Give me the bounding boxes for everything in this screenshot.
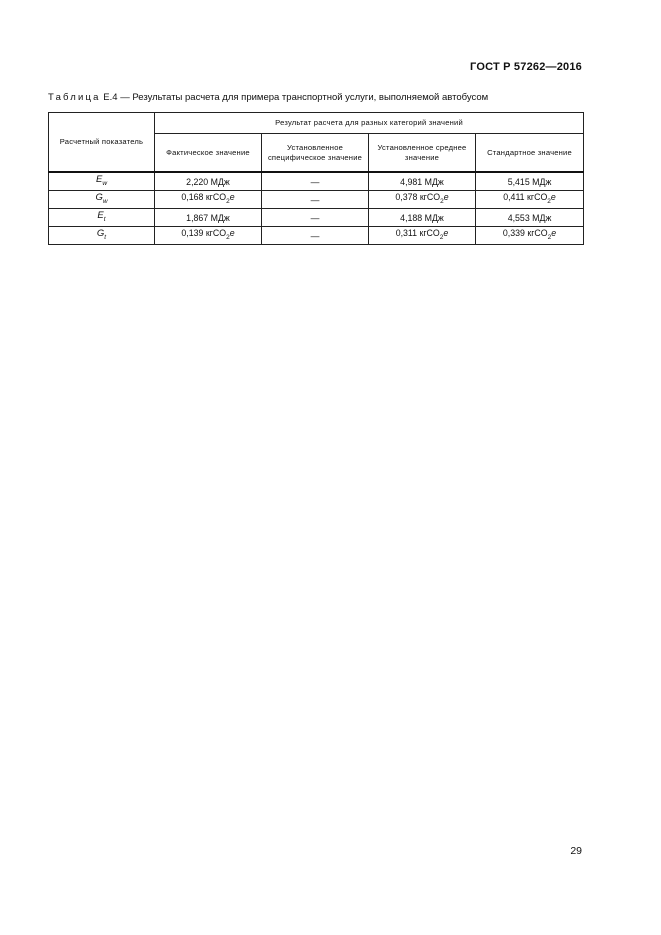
value-cell (476, 209, 584, 227)
unit-subscript: 2 (226, 233, 230, 241)
value-cell (262, 191, 369, 209)
cell-unit-group (205, 192, 235, 205)
cell-value: — (310, 176, 320, 187)
cell-value: 5,415 МДж (507, 176, 552, 187)
symbol-subscript: w (102, 179, 108, 187)
table-row (49, 209, 584, 227)
caption-word: Таблица (48, 92, 101, 103)
unit-subscript: 2 (547, 197, 551, 205)
unit-suffix: e (229, 192, 235, 203)
unit-suffix: e (550, 192, 556, 203)
cell-value: 4,553 МДж (507, 212, 552, 223)
cell-value: — (310, 194, 320, 205)
indicator-cell (49, 209, 155, 227)
cell-unit-group (527, 192, 556, 205)
symbol-base: E (97, 210, 104, 222)
group-header: Результат расчета для разных категорий значений (155, 113, 584, 134)
cell-value: 0,411 (503, 192, 528, 203)
cell-unit: кгCO (205, 228, 227, 239)
cell-value: — (310, 230, 320, 241)
cell-unit-group (419, 192, 449, 205)
value-cell (262, 172, 369, 191)
cell-unit: кгCO (419, 228, 440, 239)
cell-value: 4,188 МДж (400, 212, 444, 223)
cell-value: — (310, 212, 320, 223)
column-header: Стандартное значение (476, 134, 584, 173)
unit-subscript: 2 (547, 233, 552, 241)
symbol-subscript: t (103, 215, 106, 223)
cell-unit: кгCO (527, 228, 548, 239)
caption-number: Е.4 (103, 92, 118, 103)
indicator-symbol (97, 210, 105, 221)
cell-value: 0,311 (395, 228, 420, 239)
table-row (49, 191, 584, 209)
cell-unit-group (419, 228, 449, 241)
value-cell (369, 172, 476, 191)
indicator-symbol (97, 228, 106, 239)
column-header: Установленное среднее значение (369, 134, 476, 173)
table-row (49, 172, 584, 191)
table-caption (48, 92, 488, 103)
indicator-cell (49, 227, 155, 245)
document-header: ГОСТ Р 57262—2016 (470, 61, 582, 73)
unit-suffix: e (551, 228, 557, 239)
value-cell (476, 227, 584, 245)
value-cell (155, 227, 262, 245)
cell-value: 0,139 (181, 228, 206, 239)
cell-value: 1,867 МДж (186, 212, 230, 223)
symbol-subscript: t (104, 233, 107, 241)
indicator-symbol (96, 174, 107, 185)
value-cell (369, 209, 476, 227)
header-row (49, 113, 584, 134)
unit-subscript: 2 (439, 233, 444, 241)
column-header: Установленное специфическое значение (262, 134, 369, 173)
cell-value: 2,220 МДж (186, 176, 230, 187)
indicator-symbol (95, 192, 107, 203)
cell-value: 0,339 (502, 228, 528, 239)
indicator-header: Расчетный показатель (49, 113, 155, 173)
value-cell (369, 191, 476, 209)
unit-subscript: 2 (440, 197, 444, 205)
value-cell (476, 191, 584, 209)
column-header: Фактическое значение (155, 134, 262, 173)
cell-unit: кгCO (205, 192, 227, 203)
unit-suffix: e (443, 228, 449, 239)
page-number: 29 (570, 845, 582, 857)
symbol-base: G (96, 228, 105, 240)
value-cell (155, 172, 262, 191)
symbol-base: E (95, 174, 103, 186)
caption-dash: — (120, 92, 130, 103)
caption-text: Результаты расчета для примера транспортной услуги, выполняемой автобусом (132, 92, 489, 103)
table-row (49, 227, 584, 245)
results-table (48, 112, 584, 245)
symbol-base: G (95, 192, 103, 204)
unit-subscript: 2 (226, 197, 230, 205)
cell-unit-group (205, 228, 235, 241)
value-cell (155, 191, 262, 209)
value-cell (369, 227, 476, 245)
table-head (49, 113, 584, 173)
cell-unit: кгCO (419, 192, 441, 203)
value-cell (262, 209, 369, 227)
cell-value: 4,981 МДж (400, 176, 444, 187)
table-body (49, 172, 584, 245)
symbol-subscript: w (102, 197, 108, 205)
value-cell (262, 227, 369, 245)
cell-value: 0,378 (395, 192, 420, 203)
value-cell (155, 209, 262, 227)
cell-value: 0,168 (181, 192, 206, 203)
value-cell (476, 172, 584, 191)
indicator-cell (49, 172, 155, 191)
unit-suffix: e (443, 192, 449, 203)
unit-suffix: e (229, 228, 235, 239)
cell-unit-group (527, 228, 557, 241)
cell-unit: кгCO (527, 192, 548, 203)
indicator-cell (49, 191, 155, 209)
